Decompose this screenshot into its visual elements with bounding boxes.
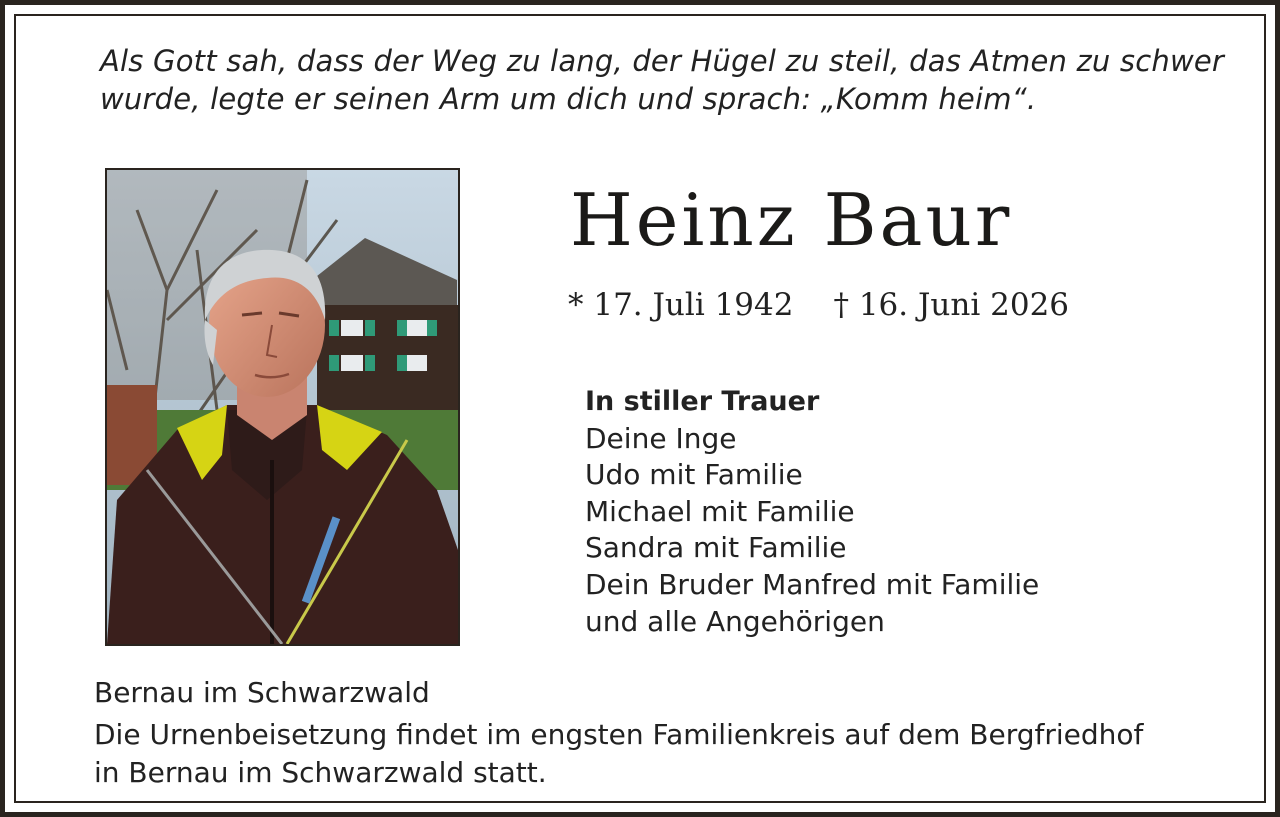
mourning-heading: In stiller Trauer bbox=[585, 386, 820, 417]
mourner-item: Udo mit Familie bbox=[585, 458, 803, 492]
notice-line-2: in Bernau im Schwarzwald statt. bbox=[94, 756, 547, 789]
mourner-item: Deine Inge bbox=[585, 421, 737, 455]
quote-line-2: wurde, legte er seinen Arm um dich und sprach: „Komm heim“. bbox=[100, 82, 1037, 116]
mourner-item: und alle Angehörigen bbox=[585, 604, 885, 638]
deceased-name: Heinz Baur bbox=[570, 178, 1013, 262]
mourner-item: Sandra mit Familie bbox=[585, 531, 847, 565]
portrait-photo bbox=[105, 168, 460, 646]
memorial-quote bbox=[100, 42, 1225, 118]
life-dates bbox=[568, 285, 1069, 325]
mourner-item: Dein Bruder Manfred mit Familie bbox=[585, 567, 1040, 601]
mourners-list bbox=[585, 384, 1039, 640]
burial-notice bbox=[94, 716, 1244, 792]
death-date: † 16. Juni 2026 bbox=[833, 287, 1070, 323]
notice-line-1: Die Urnenbeisetzung findet im engsten Familienkreis auf dem Bergfriedhof bbox=[94, 718, 1144, 751]
mourner-item: Michael mit Familie bbox=[585, 494, 855, 528]
place-name: Bernau im Schwarzwald bbox=[94, 676, 430, 709]
quote-line-1: Als Gott sah, dass der Weg zu lang, der Hügel zu steil, das Atmen zu schwer bbox=[100, 44, 1225, 78]
birth-date: * 17. Juli 1942 bbox=[568, 287, 794, 323]
